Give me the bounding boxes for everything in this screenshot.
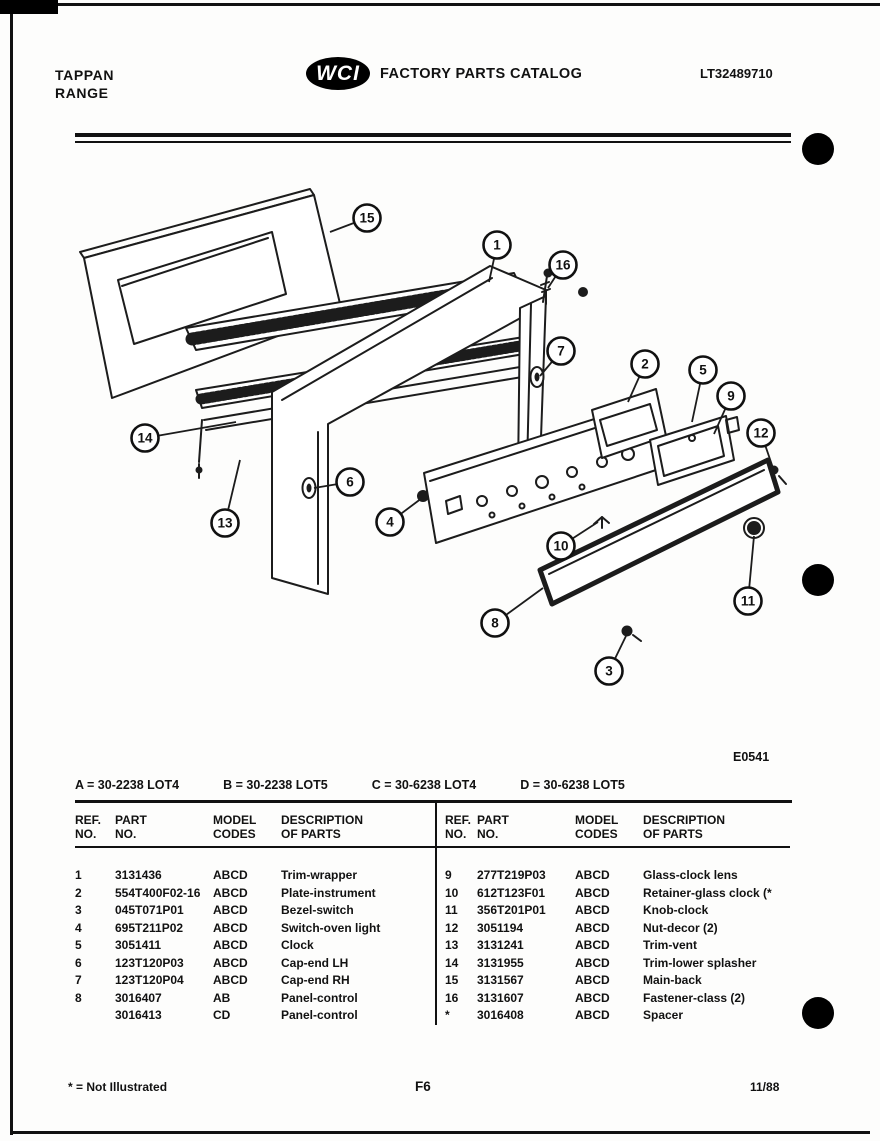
callout-13: [212, 510, 239, 537]
part-codes: ABCD: [213, 920, 248, 935]
part-desc: Trim-vent: [643, 938, 698, 952]
part-desc: Nut-decor (2): [643, 920, 718, 935]
svg-text:8: 8: [491, 615, 499, 631]
part-part: 123T120P03: [115, 955, 184, 970]
exploded-parts-diagram: [0, 170, 880, 770]
part-codes: ABCD: [213, 885, 248, 900]
svg-text:5: 5: [699, 362, 707, 378]
part-ref: 2: [75, 885, 82, 900]
part-desc: Retainer-glass clock (*: [643, 885, 772, 900]
part-codes: ABCD: [575, 885, 610, 900]
part-ref: 8: [75, 990, 82, 1005]
column-header: REF. NO.: [75, 803, 115, 847]
callout-7: [548, 338, 575, 365]
column-header: PART NO.: [115, 803, 213, 847]
part-row: [437, 902, 790, 920]
column-header: REF. NO.: [437, 803, 477, 847]
part-desc: Bezel-switch: [281, 903, 354, 917]
doc-number: LT32489710: [700, 66, 773, 81]
part-row: [75, 920, 435, 938]
scan-frame-top: [0, 3, 880, 6]
diagram-area: [0, 170, 880, 770]
part-row: [437, 885, 790, 903]
part-codes: ABCD: [213, 973, 248, 987]
part-codes: ABCD: [213, 938, 248, 952]
part-part: 277T219P03: [477, 868, 546, 882]
part-desc: Trim-lower splasher: [643, 955, 757, 970]
part-ref: 5: [75, 938, 82, 952]
part-desc: Panel-control: [281, 990, 358, 1005]
part-row: [75, 885, 435, 903]
not-illustrated-footnote: * = Not Illustrated: [68, 1080, 168, 1094]
parts-left-body: [75, 847, 435, 1025]
part-part: 123T120P04: [115, 973, 184, 987]
part-desc: Main-back: [643, 973, 702, 987]
part-desc: Switch-oven light: [281, 920, 381, 935]
column-header: DESCRIPTION OF PARTS: [643, 803, 790, 847]
part-desc: Clock: [281, 938, 314, 952]
part-codes: ABCD: [575, 955, 610, 970]
model-code: B = 30-2238 LOT5: [223, 778, 328, 792]
binder-hole: [802, 997, 834, 1029]
part-part: 3051194: [477, 920, 524, 935]
callout-11: [735, 588, 762, 615]
part-ref: 7: [75, 973, 82, 987]
part-part: 612T123F01: [477, 885, 546, 900]
part-row: [437, 990, 790, 1008]
part-part: 3131607: [477, 990, 524, 1005]
header-rule: [75, 133, 791, 143]
part-ref: 12: [445, 920, 459, 935]
part-ref: *: [445, 1008, 450, 1022]
svg-text:6: 6: [346, 474, 354, 490]
callout-14: [132, 425, 159, 452]
part-desc: Knob-clock: [643, 903, 709, 917]
callout-8: [482, 610, 509, 637]
part-part: 3016407: [115, 990, 162, 1005]
part-codes: CD: [213, 1008, 231, 1022]
part-ref: 14: [445, 955, 459, 970]
part-ref: 11: [445, 903, 458, 917]
part-row: [75, 972, 435, 990]
part-codes: ABCD: [213, 868, 248, 882]
svg-text:9: 9: [727, 388, 735, 404]
callout-15: [354, 205, 381, 232]
part-ref: 1: [75, 868, 82, 882]
part-ref: 13: [445, 938, 459, 952]
scan-artifact-bar: [0, 0, 58, 14]
issue-date: 11/88: [750, 1080, 780, 1094]
svg-text:11: 11: [740, 593, 756, 609]
page-number: F6: [415, 1079, 431, 1094]
parts-right-head: [437, 803, 790, 847]
parts-table: [75, 800, 792, 1025]
callout-4: [377, 509, 404, 536]
svg-text:3: 3: [605, 663, 613, 679]
part-part: 3131567: [477, 973, 524, 987]
part-row: [75, 847, 435, 885]
svg-text:15: 15: [359, 210, 375, 226]
column-header: DESCRIPTION OF PARTS: [281, 803, 435, 847]
parts-left-head: [75, 803, 435, 847]
part-part: 3016408: [477, 1008, 524, 1022]
svg-text:12: 12: [753, 425, 769, 441]
callout-6: [337, 469, 364, 496]
svg-text:10: 10: [553, 538, 569, 554]
svg-text:4: 4: [386, 514, 394, 530]
part-ref: 15: [445, 973, 459, 987]
part-codes: ABCD: [575, 1008, 610, 1022]
column-header: PART NO.: [477, 803, 575, 847]
part-part: 3131241: [477, 938, 524, 952]
part-ref: 16: [445, 990, 459, 1005]
brand-line2: RANGE: [55, 85, 109, 101]
part-knob: [744, 518, 764, 538]
wci-logo-text: WCI: [316, 61, 360, 85]
part-part: 356T201P01: [477, 903, 546, 917]
column-header: MODEL CODES: [575, 803, 643, 847]
wci-logo: [306, 57, 370, 90]
part-row: [437, 847, 790, 885]
model-code: C = 30-6238 LOT4: [371, 778, 477, 792]
brand-line1: TAPPAN: [55, 67, 115, 83]
svg-text:13: 13: [217, 515, 233, 531]
part-row: [437, 920, 790, 938]
part-codes: ABCD: [575, 990, 610, 1005]
diagram-code: E0541: [733, 750, 770, 764]
part-desc: Spacer: [643, 1008, 684, 1022]
part-desc: Cap-end LH: [281, 955, 349, 970]
part-codes: ABCD: [213, 955, 248, 970]
part-codes: ABCD: [213, 903, 248, 917]
svg-text:16: 16: [555, 257, 571, 273]
part-part: 3131436: [115, 868, 162, 882]
column-header: MODEL CODES: [213, 803, 281, 847]
part-cap-end-lh: [303, 478, 316, 498]
part-row: [75, 990, 435, 1008]
part-part: 554T400F02-16: [115, 885, 201, 900]
svg-text:14: 14: [137, 430, 153, 446]
svg-text:1: 1: [493, 237, 501, 253]
model-codes-line: [75, 778, 792, 792]
part-ref: 3: [75, 903, 82, 917]
part-row: [75, 902, 435, 920]
callout-3: [596, 658, 623, 685]
model-code: A = 30-2238 LOT4: [75, 778, 180, 792]
part-row: [437, 972, 790, 990]
part-desc: Cap-end RH: [281, 973, 350, 987]
part-codes: ABCD: [575, 938, 610, 952]
part-ref: 4: [75, 920, 82, 935]
callout-9: [718, 383, 745, 410]
part-codes: ABCD: [575, 973, 610, 987]
callout-12: [748, 420, 775, 447]
parts-right-body: [437, 847, 790, 1025]
part-desc: Panel-control: [281, 1008, 358, 1022]
part-main-back: [80, 189, 342, 398]
part-desc: Trim-wrapper: [281, 868, 358, 882]
part-row: [75, 937, 435, 955]
callout-16: [550, 252, 577, 279]
scan-frame-bottom: [10, 1131, 870, 1134]
part-ref: 6: [75, 955, 82, 970]
part-ref: 9: [445, 868, 452, 882]
part-desc: Plate-instrument: [281, 885, 376, 900]
part-codes: ABCD: [575, 903, 610, 917]
part-row: [75, 1007, 435, 1025]
svg-text:2: 2: [641, 356, 649, 372]
part-part: 3131955: [477, 955, 524, 970]
catalog-title: FACTORY PARTS CATALOG: [380, 66, 583, 82]
part-codes: ABCD: [575, 868, 610, 882]
callout-5: [690, 357, 717, 384]
part-codes: AB: [213, 990, 231, 1005]
callout-1: [484, 232, 511, 259]
part-codes: ABCD: [575, 920, 610, 935]
part-row: [75, 955, 435, 973]
part-part: 045T071P01: [115, 903, 184, 917]
part-row: [437, 955, 790, 973]
callout-2: [632, 351, 659, 378]
svg-text:7: 7: [557, 343, 565, 359]
part-ref: [75, 1007, 115, 1025]
part-part: 695T211P02: [115, 920, 184, 935]
part-part: 3016413: [115, 1008, 162, 1022]
parts-table-right: [437, 803, 790, 1025]
part-row: [437, 937, 790, 955]
binder-hole: [802, 133, 834, 165]
part-cap-end-rh: [531, 367, 544, 387]
brand-block: [55, 66, 114, 102]
part-desc: Glass-clock lens: [643, 868, 738, 882]
part-desc: Fastener-class (2): [643, 990, 746, 1005]
callout-10: [548, 533, 575, 560]
part-row: [437, 1007, 790, 1025]
part-part: 3051411: [115, 938, 162, 952]
model-code: D = 30-6238 LOT5: [520, 778, 625, 792]
parts-table-left: [75, 803, 435, 1025]
part-ref: 10: [445, 885, 459, 900]
